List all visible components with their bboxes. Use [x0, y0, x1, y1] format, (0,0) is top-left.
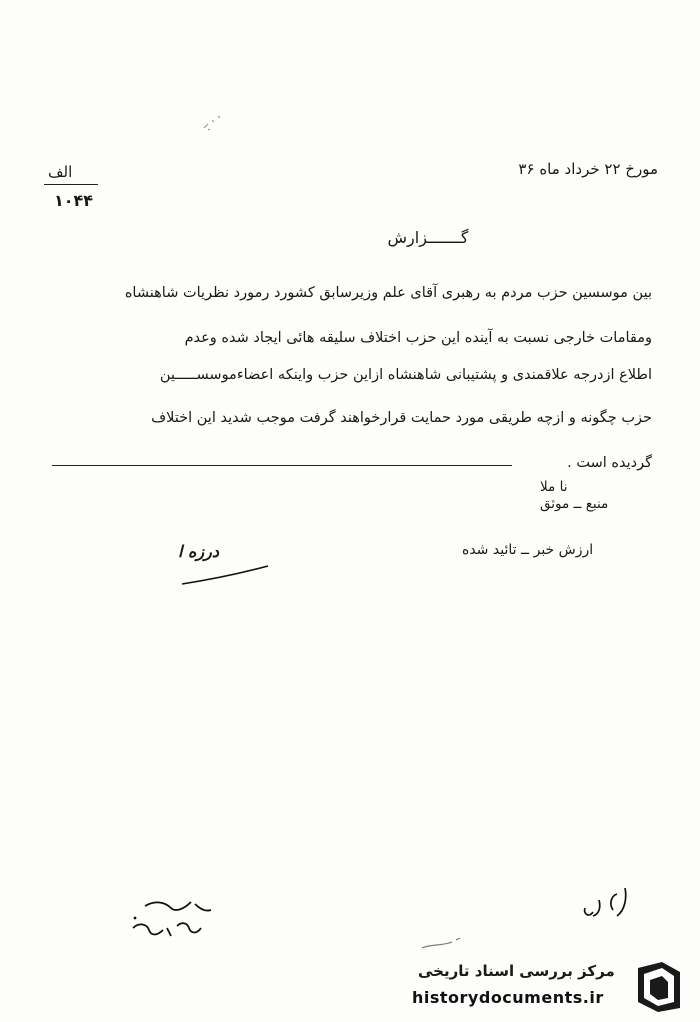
source-handwritten-note: نا ملا: [540, 479, 568, 495]
classification-number: ۱۰۴۴: [54, 191, 94, 210]
closing-rule: [52, 465, 512, 466]
source-reliability: منبع ــ موثق: [540, 496, 609, 512]
archive-logo-name: مرکز بررسی اسناد تاریخی: [418, 962, 615, 980]
bottom-right-handwriting-icon: [555, 880, 645, 930]
news-value-assessment: ارزش خبر ــ تائید شده: [462, 542, 594, 558]
paper-speck-mark: [200, 110, 230, 134]
report-body-line: بین موسسین حزب مردم به رهبری آقای علم وزیرسابق کشورد رمورد نظریات شاهنشاه: [124, 285, 652, 301]
classification-label: الف: [48, 163, 73, 181]
classification-divider: [44, 184, 98, 185]
signature-text: درزه ا: [178, 542, 219, 561]
report-title: [0, 228, 700, 247]
signature-underline-icon: [178, 560, 278, 590]
report-body-line: اطلاع ازدرجه علاقمندی و پشتیبانی شاهنشاه ازاین حزب واینکه اعضاءموسســـــین: [159, 367, 652, 383]
report-date: مورخ ۲۲ خرداد ماه ۳۶: [518, 160, 658, 178]
archive-book-logo-icon: [632, 958, 686, 1014]
report-title-text: گـــــــزارش: [387, 228, 469, 247]
report-body-line: ومقامات خارجی نسبت به آینده این حزب اختلاف سلیقه هائی ایجاد شده وعدم: [184, 330, 652, 346]
report-body-line: گردیده است .: [567, 455, 652, 471]
report-body-line: حزب چگونه و ازچه طریقی مورد حمایت قرارخواهند گرفت موجب شدید این اختلاف: [151, 410, 652, 426]
archive-logo-url: historydocuments.ir: [412, 988, 604, 1007]
faint-initial-mark-icon: [418, 930, 468, 954]
bottom-left-handwriting-icon: [125, 892, 215, 952]
